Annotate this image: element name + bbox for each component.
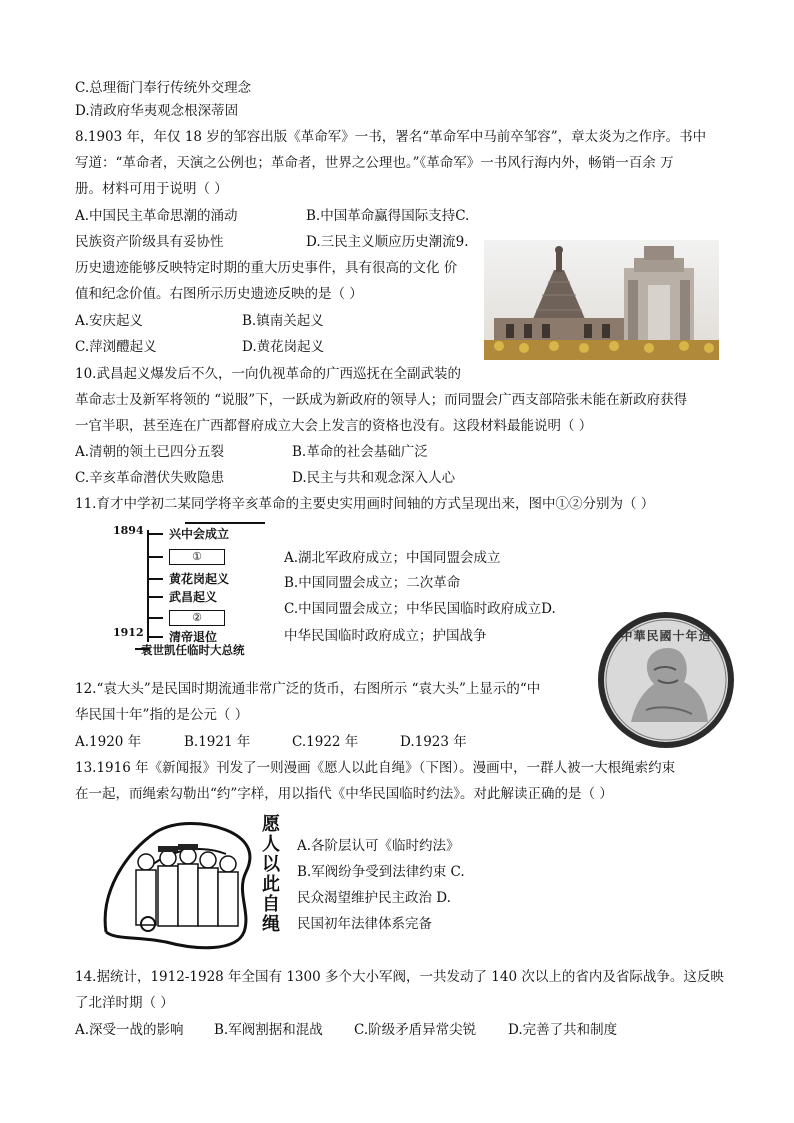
timeline-event-5: 袁世凯任临时大总统: [141, 643, 245, 657]
timeline-event-4: 清帝退位: [169, 630, 218, 644]
q10-option-b: B.革命的社会基础广泛: [292, 444, 428, 460]
q13-option-c: 民众渴望维护民主政治 D.: [297, 890, 451, 906]
q12-stem-line1: 12.“袁大头”是民国时期流通非常广泛的货币，右图所示 “袁大头”上显示的“中: [75, 681, 541, 697]
q14-option-a: A.深受一战的影响: [75, 1022, 184, 1038]
coin-inscription: 中華民國十年造: [620, 629, 712, 643]
cartoon-title: 愿人以此自绳: [259, 814, 280, 934]
q7-option-c: C.总理衙门奉行传统外交理念: [75, 80, 252, 96]
q8-stem-line2: 写道：“革命者，天演之公例也；革命者，世界之公理也。”《革命军》一书风行海内外，畅销一百余 万: [75, 155, 674, 171]
q14-option-d: D.完善了共和制度: [508, 1022, 618, 1038]
q10-option-c: C.辛亥革命潜伏失败隐患: [75, 470, 225, 486]
q7-option-d: D.清政府华夷观念根深蒂固: [75, 103, 239, 119]
timeline-year-end: 1912: [113, 626, 144, 639]
q12-option-a: A.1920 年: [75, 734, 142, 750]
timeline-year-start: 1894: [113, 524, 144, 537]
q13-option-d: 民国初年法律体系完备: [297, 916, 432, 932]
timeline-event-3: 武昌起义: [169, 590, 218, 604]
q12-option-c: C.1922 年: [292, 734, 359, 750]
q11-option-d: 中华民国临时政府成立；护国战争: [284, 628, 487, 644]
q14-stem-line2: 了北洋时期（ ）: [75, 995, 174, 1011]
q13-stem-line2: 在一起，而绳索勾勒出“约”字样，用以指代《中华民国临时约法》。对此解读正确的是（ ）: [75, 786, 613, 802]
q10-option-a: A.清朝的领土已四分五裂: [75, 444, 225, 460]
q13-option-a: A.各阶层认可《临时约法》: [297, 838, 460, 854]
timeline-diagram: [105, 522, 275, 662]
timeline-box-2: ②: [169, 610, 225, 626]
q11-option-a: A.湖北军政府成立；中国同盟会成立: [284, 550, 501, 566]
q11-option-c: C.中国同盟会成立；中华民国临时政府成立D.: [284, 601, 556, 617]
q9-option-c: C.萍浏醴起义: [75, 339, 157, 355]
q12-stem-line2: 华民国十年”指的是公元（ ）: [75, 707, 249, 723]
q10-stem-line3: 一官半职，甚至连在广西都督府成立大会上发言的资格也没有。这段材料最能说明（ ）: [75, 418, 593, 434]
q13-option-b: B.军阀纷争受到法律约束 C.: [297, 864, 465, 880]
q14-option-c: C.阶级矛盾异常尖锐: [354, 1022, 477, 1038]
q9-stem-line2: 值和纪念价值。右图所示历史遗迹反映的是（ ）: [75, 286, 363, 302]
q8-stem-line1: 8.1903 年，年仅 18 岁的邹容出版《革命军》一书，署名“革命军中马前卒邹容”，章太炎为之作序。书中: [75, 129, 707, 145]
q8-option-d: D.三民主义顺应历史潮流9.: [306, 234, 469, 250]
q9-option-b: B.镇南关起义: [242, 313, 324, 329]
timeline-event-2: 黄花岗起义: [169, 572, 230, 586]
monument-photo: [484, 240, 719, 360]
q9-option-a: A.安庆起义: [75, 313, 144, 329]
q9-stem-line1: 历史遗迹能够反映特定时期的重大历史事件，具有很高的文化 价: [75, 260, 458, 276]
q14-option-b: B.军阀割据和混战: [214, 1022, 323, 1038]
q9-option-d: D.黄花岗起义: [242, 339, 325, 355]
q13-stem-line1: 13.1916 年《新闻报》刊发了一则漫画《愿人以此自绳》（下图）。漫画中，一群人被一大根绳索约束: [75, 760, 676, 776]
q12-option-b: B.1921 年: [184, 734, 251, 750]
q8-option-b: B.中国革命赢得国际支持C.: [306, 208, 470, 224]
q11-stem: 11.育才中学初二某同学将辛亥革命的主要史实用画时间轴的方式呈现出来，图中①②分别为（ ）: [75, 496, 655, 512]
q12-option-d: D.1923 年: [400, 734, 467, 750]
timeline-box-1: ①: [169, 549, 225, 565]
q8-option-c: 民族资产阶级具有妥协性: [75, 234, 224, 250]
q10-stem-line1: 10.武昌起义爆发后不久，一向仇视革命的广西巡抚在全副武装的: [75, 366, 461, 382]
q8-option-a: A.中国民主革命思潮的涌动: [75, 208, 238, 224]
q8-stem-line3: 册。材料可用于说明（ ）: [75, 181, 228, 197]
yuan-datou-coin: [596, 610, 736, 750]
q10-option-d: D.民主与共和观念深入人心: [292, 470, 456, 486]
q10-stem-line2: 革命志士及新军将领的 “说服”下，一跃成为新政府的领导人；而同盟会广西支部陪张未能在新政府获得: [75, 392, 688, 408]
timeline-event-1: 兴中会成立: [169, 527, 230, 541]
q14-stem-line1: 14.据统计，1912-1928 年全国有 1300 多个大小军阀，一共发动了 140 次以上的省内及省际战争。这反映: [75, 969, 724, 985]
q11-option-b: B.中国同盟会成立；二次革命: [284, 575, 461, 591]
